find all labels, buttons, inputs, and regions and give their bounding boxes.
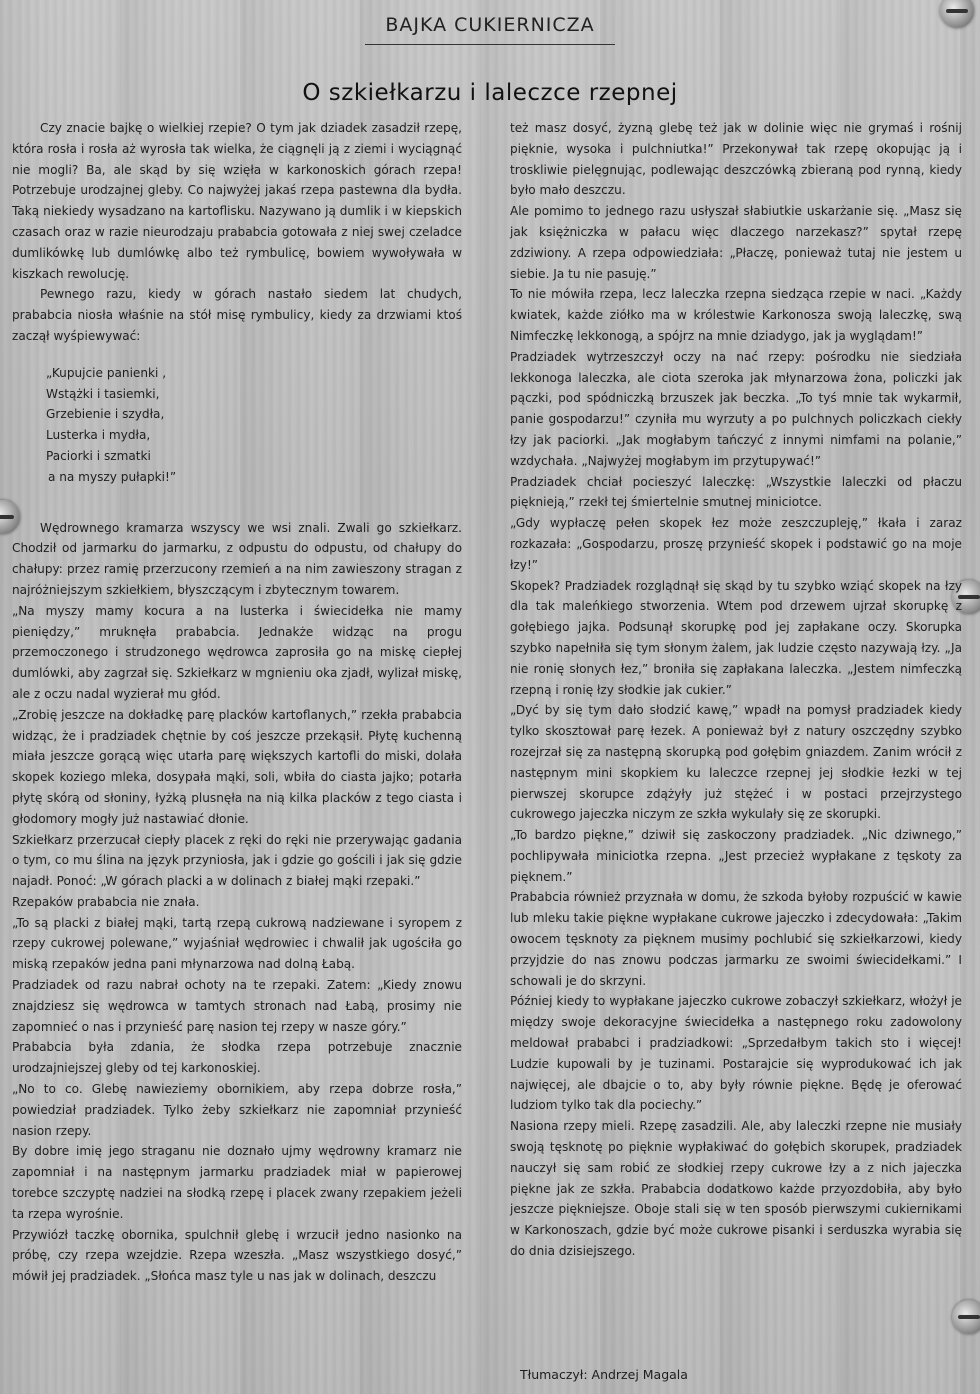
paragraph: Pradziadek wytrzeszczył oczy na nać rzepy: pośrodku nie siedziała lekkonoga laleczka, ale ciota szeroka jak młynarzowa żona, policzki jak pączki, pod spódniczką brzuszek jak beczka. „To tyś mnie tak wykarmił, panie gospodarzu!” czyniła mu wyrzuty a po pulchnych policzkach ciekły łzy jak paciorki. „Jak mogłabym tańczyć z innymi nimfami na polanie,” wzdychała. „Najwyżej mogłabym im przytupywać!” xyxy=(510,349,962,468)
paragraph: „To są placki z białej mąki, tartą rzepą cukrową nadziewane i syropem z rzepy cukrowej polewane,” wyjaśniał wędrowiec i chwalił jak ugościła go miską rzepaków jedna pani młynarzowa nad dolną Łabą. xyxy=(12,915,462,972)
translator-credit: Tłumaczył: Andrzej Magala xyxy=(520,1367,688,1382)
paragraph: Czy znacie bajkę o wielkiej rzepie? O tym jak dziadek zasadził rzepę, która rosła i rosła aż wyrosła tak wielka, że ciągnęli ją z ziemi i wyciągnąć nie mogli? Ba, ale skąd by się wzięła w karkonoskich górach rzepa! Potrzebuje urodzajnej gleby. Co najwyżej jakaś rzepa pastewna dla bydła. Taką niekiedy wysadzano na kartoflisku. Nazywano ją dumlik i w kiepskich czasach oraz w razie nieurodzaju prababcia gotowała z niej swej czeladce dumlikówkę lub dumlówkę albo też rymbulicę, bowiem wywoływała w kiszkach rewolucję. xyxy=(12,121,462,281)
paragraph: Pradziadek od razu nabrał ochoty na te rzepaki. Zatem: „Kiedy znowu znajdziesz się wędrowca w tamtych stronach nad Łabą, prosimy nie zapomnieć o nas i przynieść parę nasion tej rzepy w nasze góry.” xyxy=(12,978,462,1034)
verse-line: Grzebienie i szydła, xyxy=(46,407,165,422)
paragraph: „Na myszy mamy kocura a na lusterka i świecidełka nie mamy pieniędzy,” mruknęła prababcia. Jednakże widząc na progu przemoczonego i strudzonego wędrowca zaprosiła go na miskę ciepłej dumlówki, aby zagrzał się. Szkiełkarz w mgnieniu oka zjadł, wylizał miskę, ale z oczu nadal wyzierał mu głód. xyxy=(12,603,462,701)
screw-head xyxy=(952,1300,980,1334)
paragraph: Pewnego razu, kiedy w górach nastało siedem lat chudych, prababcia niosła właśnie na stół misę rymbulicy, kiedy za drzwiami ktoś zaczął wyśpiewywać: xyxy=(12,287,462,343)
paragraph: Rzepaków prababcia nie znała. xyxy=(12,894,200,909)
paragraph: Skopek? Pradziadek rozglądnął się skąd by tu szybko wziąć skopek na łzy dla tak maleńkiego stworzenia. Wtem pod drzewem ujrzał skorupkę z gołębiego jajka. Podsunął skorupkę pod jej zapłakane oczy. Skorupka szybko napełniła się tym słonym żalem, jak ludzie często nazywają łzy. „Ja nie ronię słonych łez,” broniła się zapłakana laleczka. „Jestem nimfeczką rzepną i ronię łzy słodkie jak cukier.” xyxy=(510,578,962,697)
paragraph: „To bardzo piękne,” dziwił się zaskoczony pradziadek. „Nic dziwnego,” pochlipywała miniciotka rzepna. „Jest przecież wypłakane z tęskoty za pięknem.” xyxy=(510,828,962,884)
song-verse xyxy=(46,363,462,488)
section-kicker: BAJKA CUKIERNICZA xyxy=(385,14,595,36)
paragraph: „Zrobię jeszcze na dokładkę parę placków kartoflanych,” rzekła prababcia widząc, że i pradziadek chętnie by coś jeszcze przekąsił. Płytę kuchenną miała jeszcze gorącą więc utarła parę większych kartofli do miski, dolała skopek koziego mleka, dosypała mąki, soli, wbiła do ciasta jajko; potarła płytę skórą od słoniny, łyżką plusnęła na nią kilka placków z tego ciasta i głodomory mogły już nastawiać dłonie. xyxy=(12,707,462,826)
paragraph: też masz dosyć, żyzną glebę też jak w dolinie więc nie grymaś i rośnij pięknie, wysoka i pulchniutka!” Przekonywał tak rzepę okopując ją i troskliwie pielęgnując, podlewając deszczówką zbieraną pod rynną, kiedy było mało deszczu. xyxy=(510,121,962,198)
verse-line: Wstążki i tasiemki, xyxy=(46,386,160,401)
paragraph: „Gdy wypłaczę pełen skopek łez może zeszczupleję,” łkała i zaraz rozkazała: „Gospodarzu, proszę przynieść skopek i podstawić go na moje łzy!” xyxy=(510,516,962,572)
paragraph: By dobre imię jego straganu nie doznało ujmy wędrowny kramarz nie zapomniał i na następnym jarmarku pradziadek miał w papierowej torebce szczyptę nadziei na słodką rzepę i placek zwany rzepakiem jeżeli ta rzepa wyrośnie. xyxy=(12,1144,462,1221)
paragraph: Prababcia była zdania, że słodka rzepa potrzebuje znacznie urodzajniejszej gleby od tej karkonoskiej. xyxy=(12,1040,462,1076)
paragraph: To nie mówiła rzepa, lecz laleczka rzepna siedząca rzepie w naci. „Każdy kwiatek, każde ziółko ma w królestwie Karkonosza swoją laleczkę, swą Nimfeczkę lekkonogą, a spójrz na mnie dziadygo, jak ja wyglądam!” xyxy=(510,287,962,343)
divider xyxy=(365,44,615,45)
page-title: O szkiełkarzu i laleczce rzepnej xyxy=(302,80,678,106)
paragraph: „Dyć by się tym dało słodzić kawę,” wpadł na pomysł pradziadek kiedy tylko skosztował parę łezek. A ponieważ był z natury oszczędny szybko rozejrzał się za następną skorupką pod gołębim gniazdem. Zanim wrócił z następnym mini skopkiem ku laleczce rzepnej jej słodkie łezki w tej pierwszej skorupce zdążyły już stężeć i w postaci przejrzystego cukrowego jajeczka niczym ze szkła wykulały się ze skorupki. xyxy=(510,703,962,822)
paragraph: Ale pomimo to jednego razu usłyszał słabiutkie uskarżanie się. „Masz się jak księżniczka w pałacu więc dlaczego narzekasz?” spytał rzepę zdziwiony. A rzepa odpowiedziała: „Płaczę, ponieważ tutaj nie jestem u siebie. Ja tu nie pasuję.” xyxy=(510,204,962,281)
header xyxy=(0,14,980,45)
paragraph: Prababcia również przyznała w domu, że szkoda byłoby rozpuścić w kawie lub mleku takie piękne wypłakane cukrowe jajeczko i zdecydowała: „Takim owocem tęsknoty za pięknem musimy pochlubić się szkiełkarzowi, kiedy przyjdzie do nas znowu podczas jarmarku ze swoimi świecidełkami.” I schowali je do skrzyni. xyxy=(510,890,962,988)
paragraph: „No to co. Glebę nawieziemy obornikiem, aby rzepa dobrze rosła,” powiedział pradziadek. Tylko żeby szkiełkarz nie zapomniał przynieść nasion rzepy. xyxy=(12,1082,462,1138)
right-column xyxy=(510,118,962,1262)
paragraph: Pradziadek chciał pocieszyć laleczkę: „Wszystkie laleczki od płaczu pięknieją,” rzekł tej śmiertelnie smutnej miniciotce. xyxy=(510,474,962,510)
verse-line: „Kupujcie panienki , xyxy=(46,365,167,380)
verse-line: Paciorki i szmatki xyxy=(46,448,151,463)
left-column xyxy=(12,118,462,1287)
verse-line: a na myszy pułapki!” xyxy=(48,469,177,484)
paragraph: Nasiona rzepy mieli. Rzepę zasadzili. Ale, aby laleczki rzepne nie musiały swoją tęsknotę po pięknie wypłakiwać do gołębich skorupek, pradziadek nauczył się sam robić ze słodkiej rzepy cukrowe łzy a z nich jajeczka piękne jak ze szkła. Prababcia dodatkowo każde przyozdobiła, aby było jeszcze piękniejsze. Oboje stali się w ten sposób pierwszymi cukiernikami w Karkonoszach, gdzie być może cukrowe pisanki i serduszka wyrabia się do dnia dzisiejszego. xyxy=(510,1119,962,1259)
paragraph: Później kiedy to wypłakane jajeczko cukrowe zobaczył szkiełkarz, włożył je między swoje dekoracyjne świecidełka a następnego roku zadowolony meldował prababci i pradziadkowi: „Sprzedałbym takich sto i więcej! Ludzie kupowali by je tuzinami. Postarajcie się wyprodukować ich jak najwięcej, ale dbajcie o to, aby były równie piękne. Będę je oferować ludziom tylko tak dla pociechy.” xyxy=(510,994,962,1113)
paragraph: Wędrownego kramarza wszyscy we wsi znali. Zwali go szkiełkarz. Chodził od jarmarku do jarmarku, z odpustu do odpustu, od chałupy do chałupy: przez ramię przerzucony rzemień a na nim zawieszony stragan z najróżniejszym szkiełkiem, błyszczącym i zbytecznym towarem. xyxy=(12,520,462,597)
paragraph: Przywiózł taczkę obornika, spulchnił glebę i wrzucił jedno nasionko na próbę, czy rzepa wzejdzie. Rzepa wzeszła. „Masz wszystkiego dosyć,” mówił jej pradziadek. „Słońca masz tyle u nas jak w dolinach, deszczu xyxy=(12,1227,462,1284)
paragraph: Szkiełkarz przerzucał ciepły placek z ręki do ręki nie przerywając gadania o tym, co mu ślina na język przyniosła, jak i gdzie go gościli i jak się gdzie najadł. Ponoć: „W górach placki a w dolinach z białej mąki rzepaki.” xyxy=(12,832,462,889)
verse-line: Lusterka i mydła, xyxy=(46,428,151,443)
